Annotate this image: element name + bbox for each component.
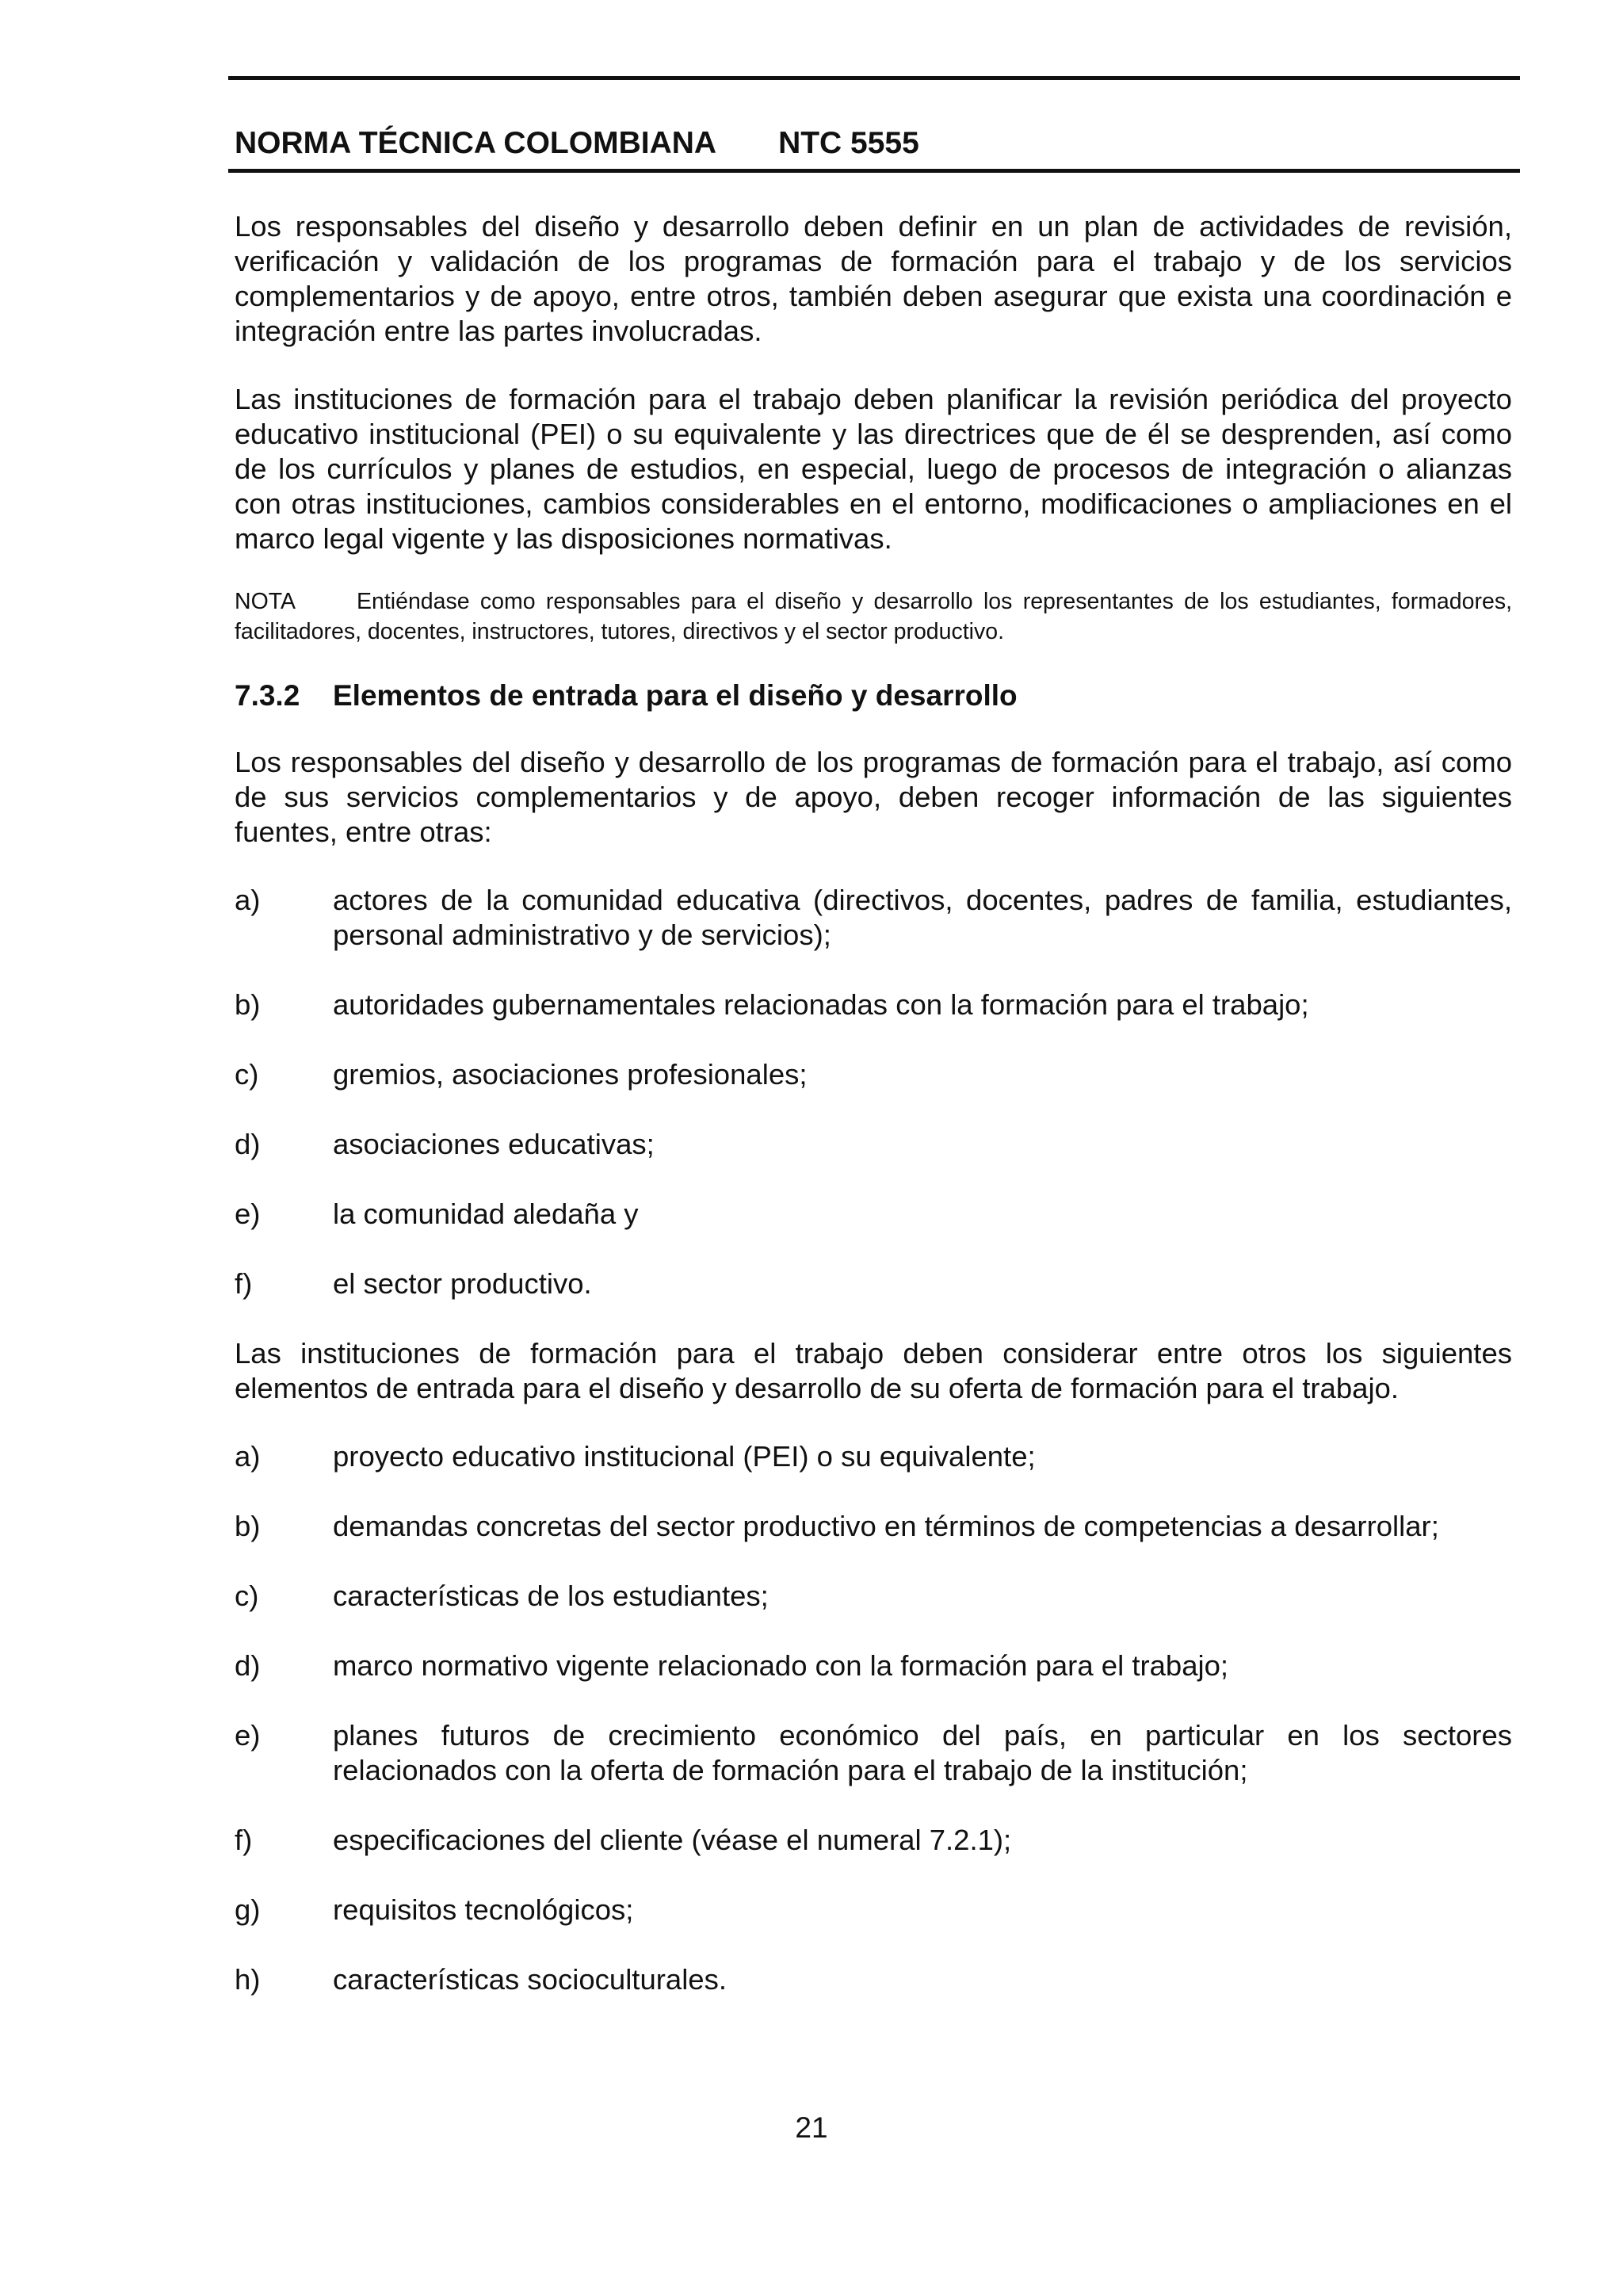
list-item-text: proyecto educativo institucional (PEI) o su equivalente;	[333, 1440, 1036, 1473]
header-code: NTC 5555	[778, 126, 919, 160]
section-title: Elementos de entrada para el diseño y desarrollo	[333, 679, 1018, 712]
header-top-rule	[228, 76, 1520, 80]
list-item-text: gremios, asociaciones profesionales;	[333, 1058, 808, 1091]
list-item	[235, 988, 1512, 1022]
list-item-letter: c)	[235, 1058, 259, 1091]
note	[235, 586, 1512, 647]
list-item-letter: f)	[235, 1824, 253, 1856]
list-item-letter: g)	[235, 1893, 261, 1926]
note-label: NOTA	[235, 589, 296, 614]
list-item-text: especificaciones del cliente (véase el numeral 7.2.1);	[333, 1824, 1012, 1856]
input-elements-list	[235, 1439, 1512, 1997]
note-text: Entiéndase como responsables para el diseño y desarrollo los representantes de los estudiantes, formadores, facilitadores, docentes, instructores, tutores, directivos y el sector productivo.	[235, 589, 1512, 644]
list-item-text: marco normativo vigente relacionado con la formación para el trabajo;	[333, 1649, 1229, 1682]
list-item-text: requisitos tecnológicos;	[333, 1893, 634, 1926]
list-item	[235, 1057, 1512, 1092]
list-item	[235, 1509, 1512, 1544]
list-item	[235, 1823, 1512, 1858]
list-item-letter: b)	[235, 988, 261, 1021]
sources-list	[235, 883, 1512, 1301]
list-item	[235, 1579, 1512, 1614]
list-item	[235, 1648, 1512, 1683]
list-item-letter: a)	[235, 884, 261, 916]
list-item-text: el sector productivo.	[333, 1267, 592, 1300]
list-item-text: demandas concretas del sector productivo en términos de competencias a desarrollar;	[333, 1510, 1439, 1542]
list-item-text: planes futuros de crecimiento económico del país, en particular en los sectores relacionados con la oferta de formación para el trabajo de la institución;	[333, 1719, 1512, 1786]
document-header	[228, 126, 1520, 161]
document-page	[228, 76, 1520, 2032]
list-item-letter: h)	[235, 1963, 261, 1996]
document-body	[228, 209, 1520, 1997]
list-item	[235, 1266, 1512, 1301]
list-item	[235, 1893, 1512, 1927]
paragraph: Las instituciones de formación para el trabajo deben planificar la revisión periódica del proyecto educativo institucional (PEI) o su equivalente y las directrices que de él se desprenden, así como de los currículos y planes de estudios, en especial, luego de procesos de integración o alianzas con otras instituciones, cambios considerables en el entorno, modificaciones o ampliaciones en el marco legal vigente y las disposiciones normativas.	[235, 383, 1512, 555]
header-title: NORMA TÉCNICA COLOMBIANA	[235, 126, 717, 160]
list-item-letter: c)	[235, 1580, 259, 1612]
paragraph: Los responsables del diseño y desarrollo deben definir en un plan de actividades de revisión, verificación y validación de los programas de formación para el trabajo y de los servicios complementarios y de apoyo, entre otros, también deben asegurar que exista una coordinación e integración entre las partes involucradas.	[235, 210, 1512, 347]
list-item-text: la comunidad aledaña y	[333, 1198, 639, 1230]
header-bottom-rule	[228, 169, 1520, 173]
list-item	[235, 1197, 1512, 1232]
list-item	[235, 1718, 1512, 1788]
list-item-text: características socioculturales.	[333, 1963, 727, 1996]
paragraph: Las instituciones de formación para el trabajo deben considerar entre otros los siguientes elementos de entrada para el diseño y desarrollo de su oferta de formación para el trabajo.	[235, 1337, 1512, 1404]
list-item-text: características de los estudiantes;	[333, 1580, 769, 1612]
list-item-letter: b)	[235, 1510, 261, 1542]
list-item	[235, 883, 1512, 953]
list-item	[235, 1962, 1512, 1997]
list-item-letter: e)	[235, 1198, 261, 1230]
list-item-letter: f)	[235, 1267, 253, 1300]
list-item	[235, 1127, 1512, 1162]
list-item-text: asociaciones educativas;	[333, 1128, 655, 1160]
list-item-text: autoridades gubernamentales relacionadas con la formación para el trabajo;	[333, 988, 1309, 1021]
section-number: 7.3.2	[235, 679, 300, 712]
list-item-letter: e)	[235, 1719, 261, 1752]
list-item-letter: a)	[235, 1440, 261, 1473]
list-item-letter: d)	[235, 1649, 261, 1682]
list-item-text: actores de la comunidad educativa (directivos, docentes, padres de familia, estudiantes, personal administrativo y de servicios);	[333, 884, 1512, 951]
page-number: 21	[795, 2111, 828, 2144]
list-item	[235, 1439, 1512, 1474]
list-item-letter: d)	[235, 1128, 261, 1160]
paragraph: Los responsables del diseño y desarrollo de los programas de formación para el trabajo, así como de sus servicios complementarios y de apoyo, deben recoger información de las siguientes fuentes, entre otras:	[235, 746, 1512, 848]
section-heading	[235, 678, 1512, 713]
